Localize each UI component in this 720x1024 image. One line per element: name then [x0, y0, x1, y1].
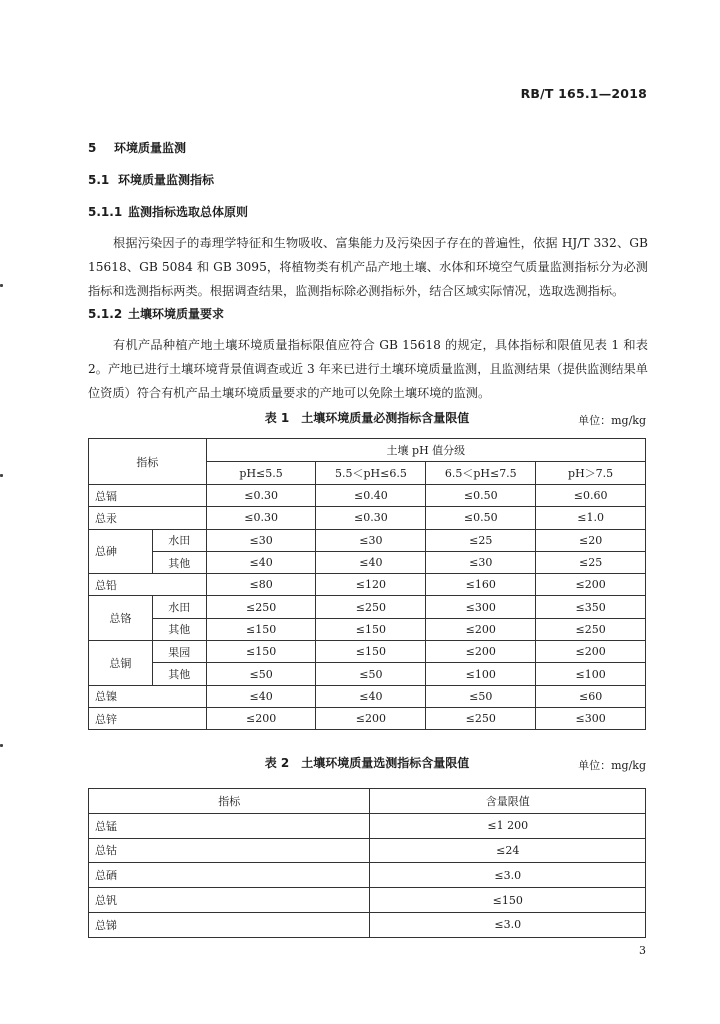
table2-unit: 单位：mg/kg [578, 759, 646, 772]
table-row [89, 912, 646, 937]
limit-value: ≤100 [426, 663, 536, 685]
table-row [89, 888, 646, 913]
limit-value: ≤40 [206, 685, 316, 707]
ph-level: pH＞7.5 [536, 462, 646, 485]
paragraph-soil-requirements: 有机产品种植产地土壤环境质量指标限值应符合 GB 15618 的规定，具体指标和限值见表 1 和表 2。产地已进行土壤环境背景值调查或近 3 年来已进行土壤环境质量监测，且监测结果（提供监测结果单位资质）符合有机产品土壤环境质量要求的产地可以免除土壤环境的监测。 [88, 338, 648, 400]
table-row [89, 641, 646, 663]
indicator-name: 总汞 [89, 507, 207, 529]
ph-level: 6.5＜pH≤7.5 [426, 462, 536, 485]
table1-header-row [89, 439, 646, 462]
standard-code: RB/T 165.1—2018 [520, 86, 647, 101]
table1-header-ph-group: 土壤 pH 值分级 [206, 439, 645, 462]
heading-5-1-1 [88, 203, 248, 220]
heading-5 [88, 139, 186, 156]
limit-value: ≤40 [316, 685, 426, 707]
table2-caption-row [88, 754, 646, 774]
table-row [89, 838, 646, 863]
limit-value: ≤120 [316, 574, 426, 596]
heading-title: 土壤环境质量要求 [128, 307, 225, 321]
limit-value: ≤350 [536, 596, 646, 618]
limit-value: ≤250 [206, 596, 316, 618]
indicator-name: 总钒 [89, 888, 370, 913]
limit-value: ≤200 [426, 641, 536, 663]
table-row [89, 863, 646, 888]
table2-caption: 表 2 土壤环境质量选测指标含量限值 [264, 756, 470, 770]
indicator-name: 总锌 [89, 707, 207, 729]
table-row [89, 663, 646, 685]
indicator-name: 总锑 [89, 912, 370, 937]
sub-indicator: 水田 [152, 596, 206, 618]
limit-value: ≤150 [206, 618, 316, 640]
indicator-name: 总锰 [89, 813, 370, 838]
sub-indicator: 其他 [152, 551, 206, 573]
ph-level: pH≤5.5 [206, 462, 316, 485]
limit-value: ≤0.60 [536, 485, 646, 507]
limit-value: ≤60 [536, 685, 646, 707]
heading-title: 环境质量监测 [114, 141, 187, 155]
limit-value: ≤200 [536, 574, 646, 596]
limit-value: ≤300 [426, 596, 536, 618]
indicator-name: 总镉 [89, 485, 207, 507]
table-row [89, 485, 646, 507]
indicator-name: 总铜 [89, 641, 153, 686]
limit-value: ≤50 [316, 663, 426, 685]
heading-5-1-2 [88, 305, 224, 322]
table1-header-indicator: 指标 [89, 439, 207, 485]
table-row [89, 813, 646, 838]
table2-header-row [89, 789, 646, 814]
limit-value: ≤0.50 [426, 485, 536, 507]
indicator-name: 总砷 [89, 529, 153, 574]
heading-number: 5 [88, 141, 97, 155]
limit-value: ≤200 [536, 641, 646, 663]
limit-value: ≤160 [426, 574, 536, 596]
limit-value: ≤200 [316, 707, 426, 729]
limit-value: ≤25 [536, 551, 646, 573]
limit-value: ≤150 [206, 641, 316, 663]
heading-5-1 [88, 171, 214, 188]
heading-title: 环境质量监测指标 [118, 173, 215, 187]
scan-mark [0, 284, 3, 287]
limit-value: ≤3.0 [370, 912, 646, 937]
table-row [89, 707, 646, 729]
indicator-name: 总镍 [89, 685, 207, 707]
limit-value: ≤40 [316, 551, 426, 573]
indicator-name: 总硒 [89, 863, 370, 888]
limit-value: ≤80 [206, 574, 316, 596]
scan-mark [0, 744, 3, 747]
table-row [89, 685, 646, 707]
table1-caption-row [88, 409, 646, 429]
limit-value: ≤250 [316, 596, 426, 618]
table-row [89, 529, 646, 551]
limit-value: ≤30 [316, 529, 426, 551]
limit-value: ≤50 [426, 685, 536, 707]
limit-value: ≤250 [536, 618, 646, 640]
limit-value: ≤100 [536, 663, 646, 685]
limit-value: ≤300 [536, 707, 646, 729]
heading-title: 监测指标选取总体原则 [128, 205, 249, 219]
heading-number: 5.1 [88, 173, 110, 187]
ph-level: 5.5＜pH≤6.5 [316, 462, 426, 485]
table-row [89, 551, 646, 573]
limit-value: ≤200 [426, 618, 536, 640]
paragraph-monitoring-principle: 根据污染因子的毒理学特征和生物吸收、富集能力及污染因子存在的普遍性，依据 HJ/T 332、GB 15618、GB 5084 和 GB 3095，将植物类有机产品产地土壤、水体和环境空气质量监测指标分为必测指标和选测指标两类。根据调查结果，监测指标除必测指标外，结合区域实际情况，选取选测指标。 [88, 236, 648, 298]
limit-value: ≤150 [316, 641, 426, 663]
limit-value: ≤30 [206, 529, 316, 551]
scan-mark [0, 474, 3, 477]
heading-number: 5.1.1 [88, 205, 123, 219]
indicator-name: 总铅 [89, 574, 207, 596]
limit-value: ≤0.30 [206, 507, 316, 529]
table2-optional-indicators [88, 788, 646, 938]
limit-value: ≤150 [316, 618, 426, 640]
table-row [89, 618, 646, 640]
sub-indicator: 其他 [152, 618, 206, 640]
limit-value: ≤200 [206, 707, 316, 729]
table1-caption: 表 1 土壤环境质量必测指标含量限值 [264, 411, 470, 425]
table-row [89, 507, 646, 529]
limit-value: ≤0.50 [426, 507, 536, 529]
table-row [89, 596, 646, 618]
table1-unit: 单位：mg/kg [578, 414, 646, 427]
limit-value: ≤0.30 [316, 507, 426, 529]
limit-value: ≤1 200 [370, 813, 646, 838]
limit-value: ≤3.0 [370, 863, 646, 888]
sub-indicator: 其他 [152, 663, 206, 685]
indicator-name: 总钴 [89, 838, 370, 863]
table2-header-indicator: 指标 [89, 789, 370, 814]
limit-value: ≤30 [426, 551, 536, 573]
indicator-name: 总铬 [89, 596, 153, 641]
limit-value: ≤1.0 [536, 507, 646, 529]
page-number: 3 [639, 944, 646, 957]
limit-value: ≤24 [370, 838, 646, 863]
limit-value: ≤0.40 [316, 485, 426, 507]
table2-header-limit: 含量限值 [370, 789, 646, 814]
table-row [89, 574, 646, 596]
sub-indicator: 果园 [152, 641, 206, 663]
limit-value: ≤250 [426, 707, 536, 729]
limit-value: ≤50 [206, 663, 316, 685]
limit-value: ≤25 [426, 529, 536, 551]
limit-value: ≤0.30 [206, 485, 316, 507]
heading-number: 5.1.2 [88, 307, 123, 321]
limit-value: ≤150 [370, 888, 646, 913]
sub-indicator: 水田 [152, 529, 206, 551]
table1-required-indicators [88, 438, 646, 730]
limit-value: ≤40 [206, 551, 316, 573]
limit-value: ≤20 [536, 529, 646, 551]
